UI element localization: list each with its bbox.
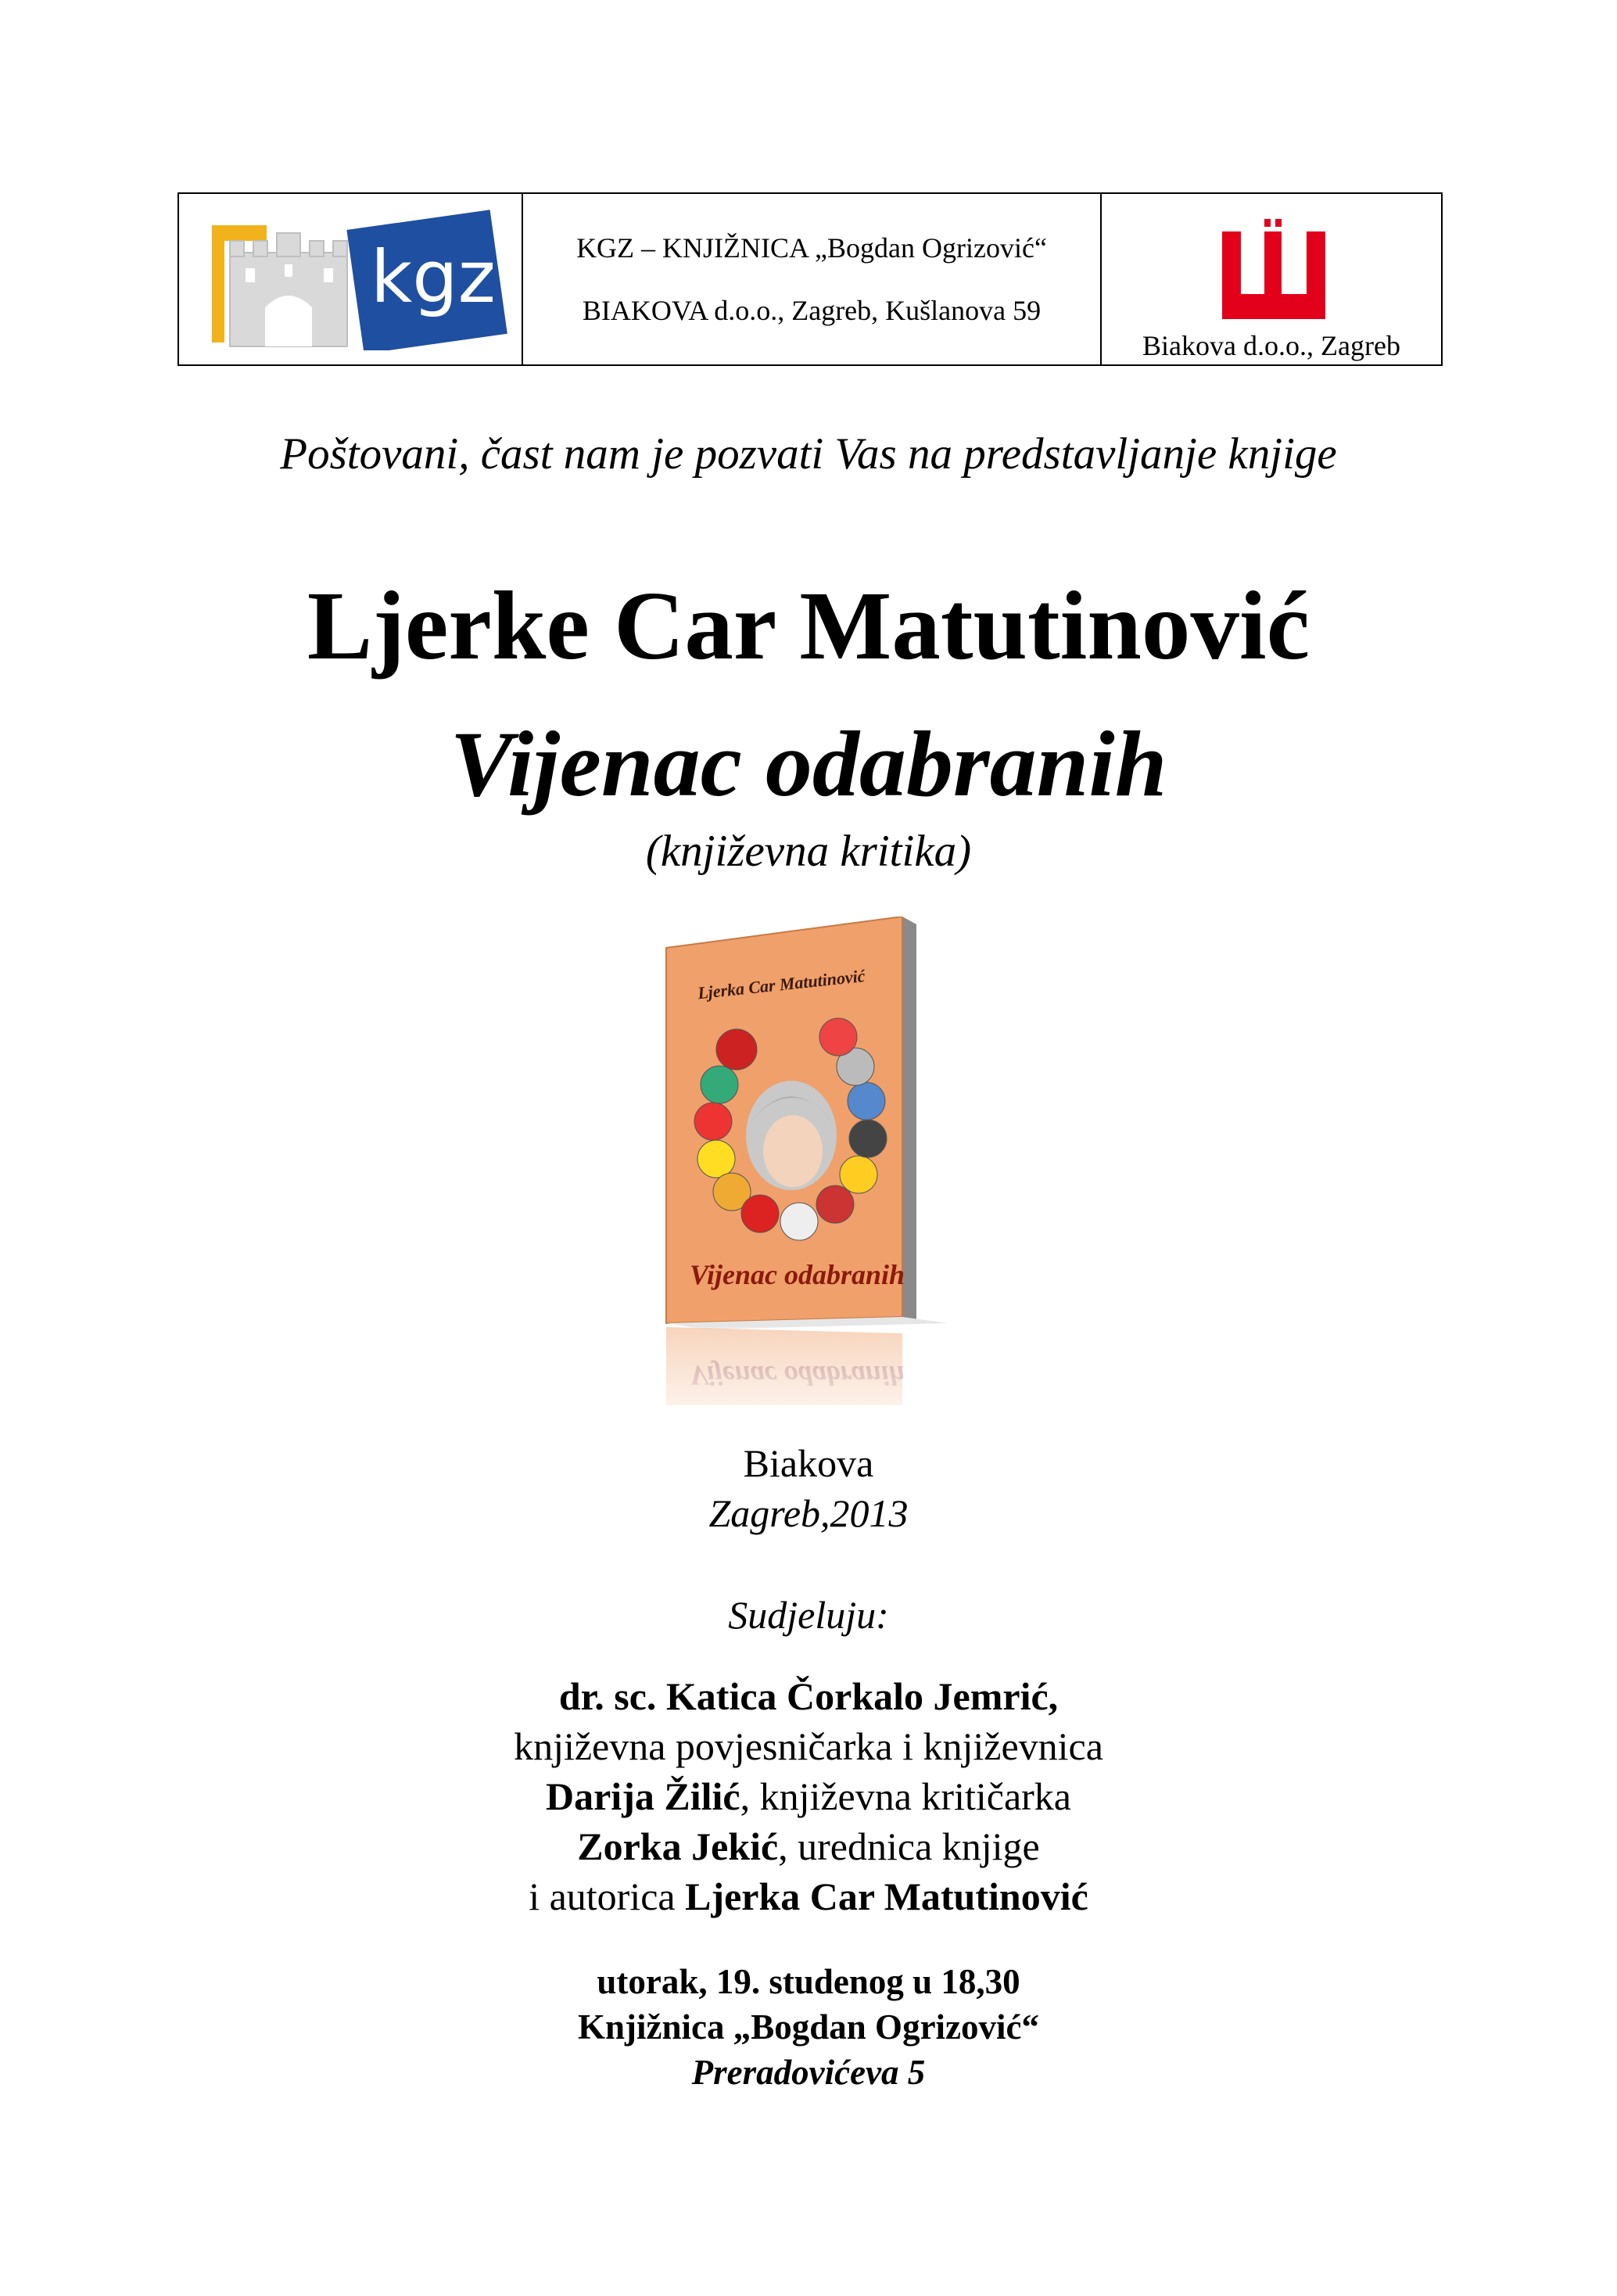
participant-3-role: , urednica knjige [778, 1824, 1040, 1868]
cover-author: Ljerka Car Matutinović [696, 966, 866, 1003]
kgz-logo-text: kgz [371, 235, 496, 319]
kgz-logo-cell [179, 194, 523, 364]
participants-label: Sudjeluju: [728, 1593, 889, 1637]
library-name: KGZ – KNJIŽNICA „Bogdan Ogrizović“ [576, 232, 1047, 264]
place-year: Zagreb,2013 [708, 1491, 909, 1535]
participant-4 [0, 1874, 1617, 1919]
event-datetime: utorak, 19. studenog u 18,30 [597, 1962, 1020, 2001]
participant-2 [0, 1774, 1617, 1819]
participant-4-prefix: i autorica [529, 1874, 686, 1918]
participant-1-role: književna povjesničarka i književnica [514, 1724, 1103, 1768]
publisher-address: BIAKOVA d.o.o., Zagreb, Kušlanova 59 [582, 295, 1042, 326]
event-venue: Knjižnica „Bogdan Ogrizović“ [578, 2007, 1039, 2047]
invitation-text: Poštovani, čast nam je pozvati Vas na predstavljanje knjige [280, 429, 1337, 479]
participant-1-name: dr. sc. Katica Čorkalo Jemrić, [558, 1674, 1059, 1718]
kgz-logo [210, 210, 507, 350]
book-title: Vijenac odabranih [450, 712, 1167, 816]
author-heading: Ljerke Car Matutinović [307, 572, 1310, 680]
participant-2-name: Darija Žilić [546, 1774, 740, 1818]
header-table [177, 192, 1443, 366]
participant-4-name: Ljerka Car Matutinović [685, 1874, 1088, 1918]
biakova-logo-cell [1102, 194, 1441, 364]
participant-2-role: , književna kritičarka [740, 1774, 1071, 1818]
event-address: Preradovićeva 5 [691, 2053, 926, 2092]
biakova-logo [1219, 217, 1328, 319]
book-cover-image [651, 917, 971, 1440]
participant-3-name: Zorka Jekić [577, 1824, 779, 1868]
publisher: Biakova [743, 1441, 874, 1485]
biakova-caption: Biakova d.o.o., Zagreb [1142, 330, 1400, 361]
participant-3 [0, 1824, 1617, 1869]
cover-title: Vijenac odabranih [690, 1259, 905, 1290]
genre: (književna kritika) [645, 827, 972, 876]
header-address-cell [523, 194, 1102, 364]
